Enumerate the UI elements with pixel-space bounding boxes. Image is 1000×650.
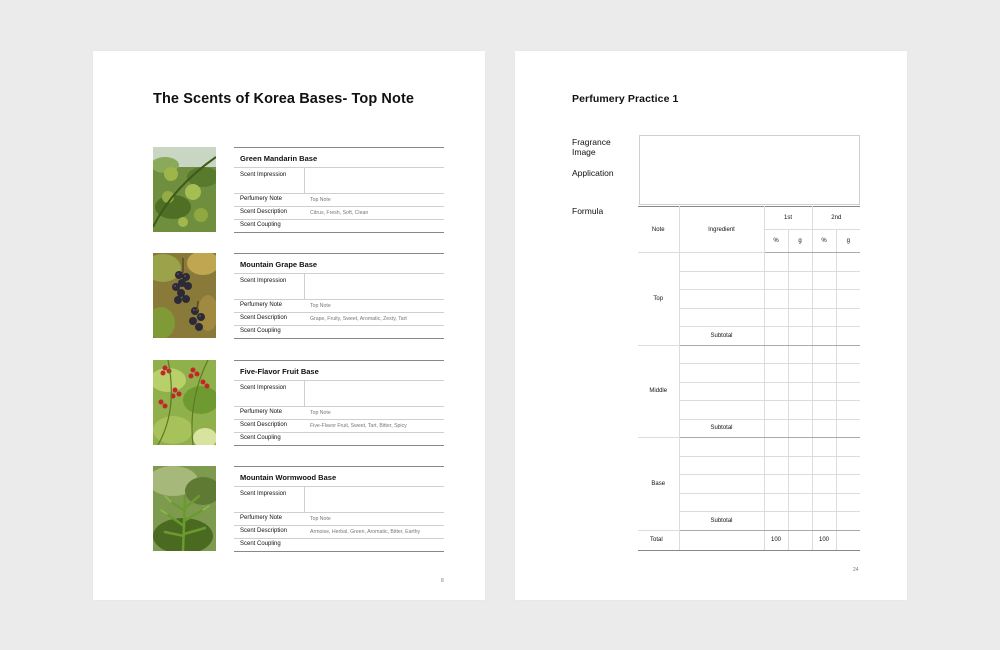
coupling-label: Scent Coupling bbox=[240, 222, 281, 228]
left-page bbox=[93, 51, 485, 600]
description-label: Scent Description bbox=[240, 422, 288, 428]
base-name: Mountain Grape Base bbox=[240, 260, 318, 269]
page-title: Perfumery Practice 1 bbox=[572, 93, 679, 105]
ingredient-cell[interactable] bbox=[679, 438, 764, 457]
base-name: Mountain Wormwood Base bbox=[240, 473, 337, 482]
ingredient-cell[interactable] bbox=[679, 364, 764, 383]
second-trial-header: 2nd bbox=[812, 207, 860, 230]
first-trial-header: 1st bbox=[764, 207, 812, 230]
coupling-label: Scent Coupling bbox=[240, 435, 281, 441]
fragrance-image-label: Fragrance Image bbox=[572, 137, 611, 157]
base-name: Green Mandarin Base bbox=[240, 154, 318, 163]
page-number: 8 bbox=[441, 578, 444, 584]
total-first-percent: 100 bbox=[764, 530, 788, 550]
percent-header: % bbox=[764, 230, 788, 253]
formula-label: Formula bbox=[572, 206, 604, 216]
ingredient-cell[interactable] bbox=[679, 456, 764, 475]
gram-header: g bbox=[836, 230, 860, 253]
note-value: Top Note bbox=[310, 197, 331, 203]
base-info-table bbox=[234, 253, 444, 340]
page-number: 24 bbox=[853, 567, 859, 573]
ingredient-cell[interactable] bbox=[679, 253, 764, 272]
base-card-mountain-wormwood bbox=[153, 466, 445, 552]
coupling-label: Scent Coupling bbox=[240, 541, 281, 547]
impression-label: Scent Impression bbox=[240, 278, 287, 284]
subtotal-label: Subtotal bbox=[679, 419, 764, 438]
mountain-grape-photo bbox=[153, 253, 216, 338]
description-value: Citrus, Fresh, Soft, Clean bbox=[310, 210, 369, 216]
ingredient-cell[interactable] bbox=[679, 271, 764, 290]
total-label: Total bbox=[638, 530, 679, 550]
formula-table bbox=[638, 206, 860, 551]
description-label: Scent Description bbox=[240, 528, 288, 534]
ingredient-cell[interactable] bbox=[679, 475, 764, 494]
description-value: Five-Flavor Fruit, Sweet, Tart, Bitter, Spicy bbox=[310, 423, 407, 429]
impression-label: Scent Impression bbox=[240, 172, 287, 178]
total-second-percent: 100 bbox=[812, 530, 836, 550]
right-page bbox=[515, 51, 907, 600]
base-info-table bbox=[234, 147, 444, 234]
percent-header: % bbox=[812, 230, 836, 253]
description-value: Armoise, Herbal, Green, Aromatic, Bitter, Earthy bbox=[310, 529, 421, 535]
note-label: Perfumery Note bbox=[240, 196, 283, 202]
note-header: Note bbox=[638, 207, 679, 253]
group-label-middle: Middle bbox=[638, 345, 679, 438]
base-card-mountain-grape bbox=[153, 253, 445, 339]
base-card-five-flavor-fruit bbox=[153, 360, 445, 446]
gram-header: g bbox=[788, 230, 812, 253]
ingredient-cell[interactable] bbox=[679, 308, 764, 327]
ingredient-cell[interactable] bbox=[679, 345, 764, 364]
note-value: Top Note bbox=[310, 303, 331, 309]
group-label-base: Base bbox=[638, 438, 679, 531]
subtotal-label: Subtotal bbox=[679, 327, 764, 346]
impression-label: Scent Impression bbox=[240, 385, 287, 391]
coupling-label: Scent Coupling bbox=[240, 328, 281, 334]
note-label: Perfumery Note bbox=[240, 409, 283, 415]
base-info-table bbox=[234, 360, 444, 447]
application-label: Application bbox=[572, 168, 614, 178]
note-value: Top Note bbox=[310, 516, 331, 522]
ingredient-cell[interactable] bbox=[679, 401, 764, 420]
group-label-top: Top bbox=[638, 253, 679, 346]
impression-label: Scent Impression bbox=[240, 491, 287, 497]
base-name: Five-Flavor Fruit Base bbox=[240, 367, 319, 376]
ingredient-cell[interactable] bbox=[679, 290, 764, 309]
subtotal-label: Subtotal bbox=[679, 512, 764, 531]
ingredient-cell[interactable] bbox=[679, 493, 764, 512]
note-label: Perfumery Note bbox=[240, 302, 283, 308]
description-label: Scent Description bbox=[240, 209, 288, 215]
description-value: Grape, Fruity, Sweet, Aromatic, Zesty, Tart bbox=[310, 316, 407, 322]
base-card-green-mandarin bbox=[153, 147, 445, 233]
fragrance-image-box[interactable] bbox=[639, 135, 860, 205]
description-label: Scent Description bbox=[240, 315, 288, 321]
page-title: The Scents of Korea Bases- Top Note bbox=[153, 91, 415, 107]
ingredient-cell[interactable] bbox=[679, 382, 764, 401]
note-label: Perfumery Note bbox=[240, 515, 283, 521]
base-info-table bbox=[234, 466, 444, 553]
ingredient-header: Ingredient bbox=[679, 207, 764, 253]
green-mandarin-photo bbox=[153, 147, 216, 232]
five-flavor-fruit-photo bbox=[153, 360, 216, 445]
mountain-wormwood-photo bbox=[153, 466, 216, 551]
note-value: Top Note bbox=[310, 410, 331, 416]
